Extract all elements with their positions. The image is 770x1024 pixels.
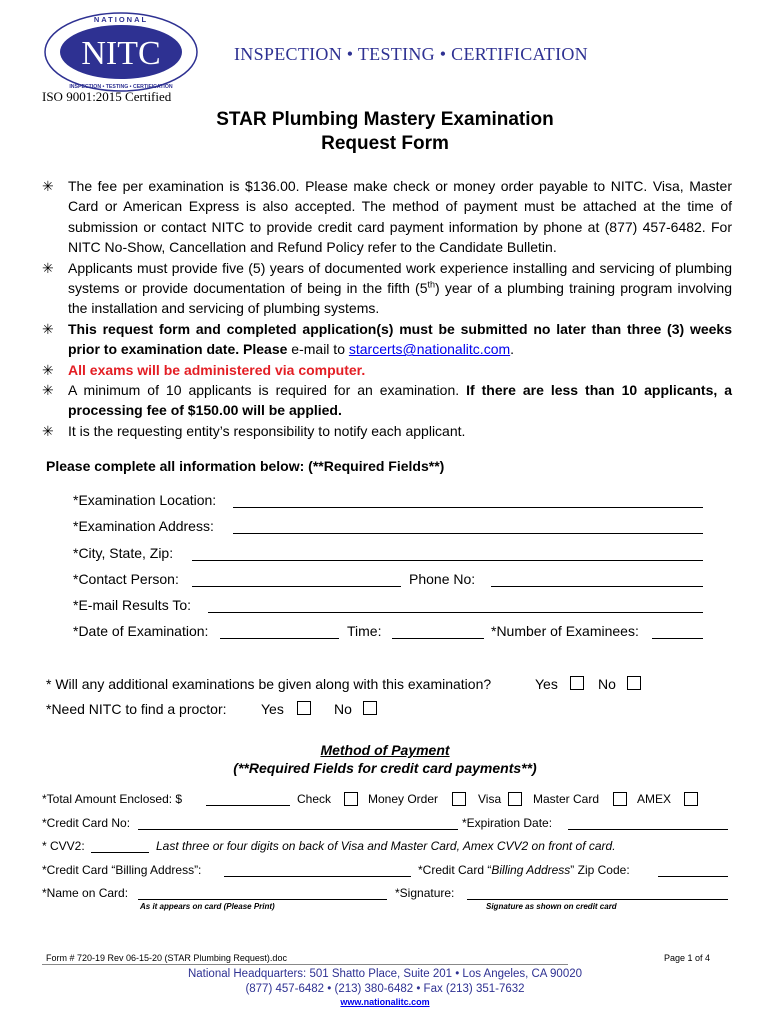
asterisk-icon: ✳ <box>42 178 54 194</box>
master-card-label: Master Card <box>533 792 600 806</box>
visa-checkbox[interactable] <box>508 792 522 806</box>
amex-checkbox[interactable] <box>684 792 698 806</box>
total-amount-field[interactable] <box>206 805 290 806</box>
bullet-notify: ✳ It is the requesting entity’s responsibility to notify each applicant. <box>42 421 732 441</box>
money-order-label: Money Order <box>368 792 439 806</box>
exam-location-field[interactable] <box>233 507 703 508</box>
cvv-label: * CVV2: <box>42 839 85 853</box>
additional-no-checkbox[interactable] <box>627 676 641 690</box>
exam-address-label: *Examination Address: <box>73 518 214 534</box>
name-on-card-field[interactable] <box>138 899 387 900</box>
svg-text:INSPECTION • TESTING • CERTIFI: INSPECTION • TESTING • CERTIFICATION <box>69 84 173 90</box>
cc-number-label: *Credit Card No: <box>42 816 131 830</box>
required-fields-note: Please complete all information below: (**Required Fields**) <box>46 458 445 474</box>
instructions-list <box>42 176 732 441</box>
iso-certification: ISO 9001:2015 Certified <box>42 89 172 104</box>
payment-heading: Method of Payment <box>320 742 450 758</box>
signature-field[interactable] <box>467 899 728 900</box>
proctor-no-label: No <box>334 701 352 717</box>
exam-date-field[interactable] <box>220 638 339 639</box>
additional-no-label: No <box>598 676 616 692</box>
billing-address-field[interactable] <box>224 876 411 877</box>
bullet-computer: ✳ All exams will be administered via computer. <box>42 360 732 380</box>
examinees-label: *Number of Examinees: <box>491 623 639 639</box>
email-link[interactable]: starcerts@nationalitc.com <box>348 341 511 358</box>
bullet-minimum: ✳ A minimum of 10 applicants is required for an examination. If there are less than 10 applicants, a processing fee of $150.00 will be applied. <box>42 382 732 419</box>
amex-label: AMEX <box>637 792 672 806</box>
proctor-yes-checkbox[interactable] <box>297 701 311 715</box>
svg-text:NITC: NITC <box>81 35 161 72</box>
billing-zip-label: *Credit Card “Billing Address” Zip Code: <box>418 863 630 877</box>
total-amount-label: *Total Amount Enclosed: $ <box>42 792 183 806</box>
header-tagline: INSPECTION • TESTING • CERTIFICATION <box>234 44 588 64</box>
form-number: Form # 720-19 Rev 06-15-20 (STAR Plumbing Request).doc <box>46 953 287 963</box>
name-on-card-label: *Name on Card: <box>42 886 129 900</box>
form-title-line1: STAR Plumbing Mastery Examination <box>216 109 554 130</box>
asterisk-icon: ✳ <box>42 259 54 276</box>
hq-address: National Headquarters: 501 Shatto Place, Suite 201 • Los Angeles, CA 90020 <box>187 968 582 980</box>
bullet-deadline: ✳ This request form and completed application(s) must be submitted no later than three (3) weeks prior to examination date. Please e-mail to starcerts@nationalitc.com. <box>42 320 732 358</box>
additional-yes-checkbox[interactable] <box>570 676 584 690</box>
cc-number-field[interactable] <box>138 829 458 830</box>
city-state-zip-label: *City, State, Zip: <box>73 545 174 561</box>
asterisk-icon: ✳ <box>42 320 54 337</box>
payment-subheading: (**Required Fields for credit card payments**) <box>233 760 537 776</box>
asterisk-icon: ✳ <box>42 361 54 378</box>
phone-label: Phone No: <box>409 571 476 587</box>
email-results-label: *E-mail Results To: <box>73 597 192 613</box>
asterisk-icon: ✳ <box>42 382 54 399</box>
billing-zip-field[interactable] <box>658 876 728 877</box>
expiration-label: *Expiration Date: <box>462 816 553 830</box>
master-card-checkbox[interactable] <box>613 792 627 806</box>
cvv-field[interactable] <box>91 852 149 853</box>
name-on-card-note: As it appears on card (Please Print) <box>140 902 275 911</box>
time-field[interactable] <box>392 638 484 639</box>
bullet-fee: ✳ The fee per examination is $136.00. Please make check or money order payable to NITC. Visa, Master Card or American Express is also accepted. The method of payment must be attached at the time of submission or contact NITC to provide credit card payment information by phone at (877) 457-6482. For NITC No-Show, Cancellation and Refund Policy refer to the Candidate Bulletin. <box>42 178 732 256</box>
proctor-question: *Need NITC to find a proctor: <box>46 701 227 717</box>
proctor-no-checkbox[interactable] <box>363 701 377 715</box>
asterisk-icon: ✳ <box>42 422 54 439</box>
contact-person-label: *Contact Person: <box>73 571 179 587</box>
form-title-line2: Request Form <box>321 133 449 154</box>
signature-note: Signature as shown on credit card <box>486 902 617 911</box>
exam-date-label: *Date of Examination: <box>73 623 209 639</box>
phone-field[interactable] <box>491 586 703 587</box>
email-results-field[interactable] <box>208 612 703 613</box>
nitc-logo <box>44 12 199 92</box>
additional-yes-label: Yes <box>535 676 558 692</box>
exam-address-field[interactable] <box>233 533 703 534</box>
proctor-yes-label: Yes <box>261 701 284 717</box>
page-number: Page 1 of 4 <box>664 953 711 963</box>
website-link[interactable]: www.nationalitc.com <box>340 997 430 1007</box>
visa-label: Visa <box>478 792 502 806</box>
exam-location-label: *Examination Location: <box>73 492 217 508</box>
additional-exams-question: * Will any additional examinations be given along with this examination? <box>46 676 492 692</box>
city-state-zip-field[interactable] <box>192 560 703 561</box>
contact-person-field[interactable] <box>192 586 401 587</box>
svg-text:NATIONAL: NATIONAL <box>93 15 149 24</box>
footer-divider <box>42 964 568 965</box>
billing-address-label: *Credit Card “Billing Address”: <box>42 863 202 877</box>
examinees-field[interactable] <box>652 638 703 639</box>
check-label: Check <box>297 792 332 806</box>
bullet-experience: ✳ Applicants must provide five (5) years of documented work experience installing and servicing of plumbing systems or provide documentation of being in the fifth (5th) year of a plumbing training program involving the installation and servicing of plumbing systems. <box>42 259 732 317</box>
expiration-field[interactable] <box>568 829 728 830</box>
hq-phone: (877) 457-6482 • (213) 380-6482 • Fax (213) 351-7632 <box>245 983 525 995</box>
time-label: Time: <box>347 623 382 639</box>
check-checkbox[interactable] <box>344 792 358 806</box>
cvv-note: Last three or four digits on back of Visa and Master Card, Amex CVV2 on front of card. <box>156 839 616 853</box>
signature-label: *Signature: <box>395 886 455 900</box>
money-order-checkbox[interactable] <box>452 792 466 806</box>
